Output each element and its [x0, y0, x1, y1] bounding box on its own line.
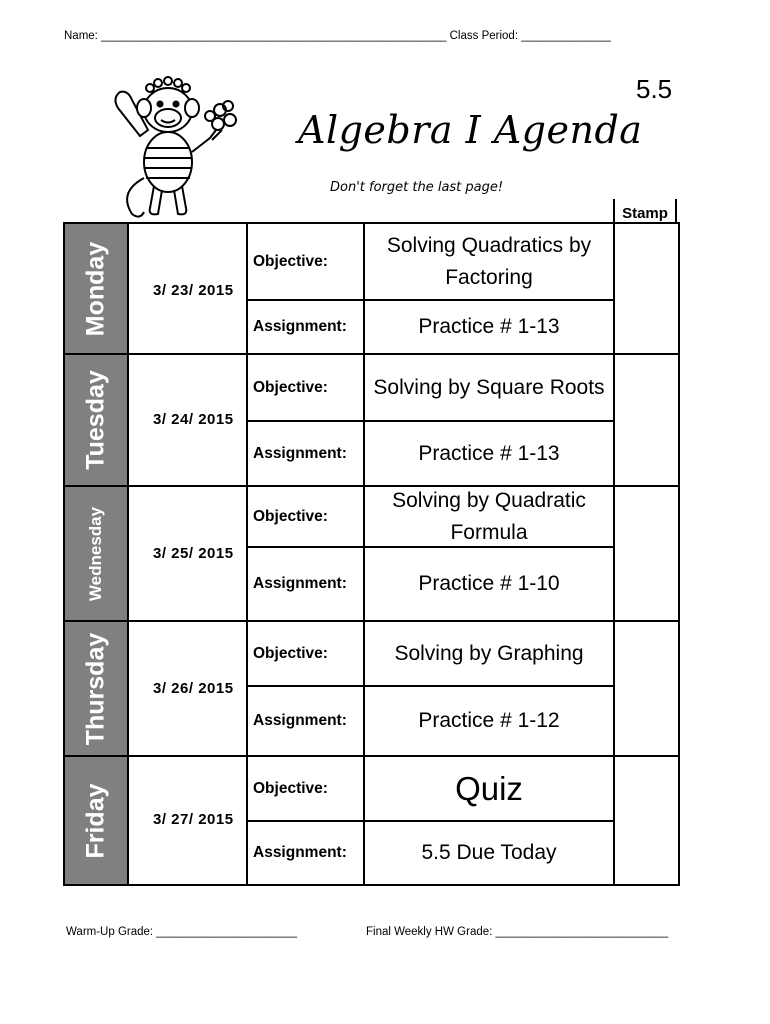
page-title: Algebra I Agenda — [298, 108, 643, 152]
assignment-value: 5.5 Due Today — [365, 822, 615, 884]
name-class-period-line: Name: ______________________________________________________ Class Period: ______________ — [64, 30, 611, 42]
objective-value: Quiz — [365, 757, 615, 821]
assignment-label: Assignment: — [248, 822, 365, 884]
reminder-text: Don't forget the last page! — [330, 180, 504, 195]
day-label: Wednesday — [86, 506, 105, 601]
objective-value: Solving by Square Roots — [365, 355, 615, 421]
objective-label: Objective: — [248, 622, 365, 686]
monkey-with-flowers-icon — [98, 68, 250, 224]
day-label-cell — [65, 757, 129, 884]
day-label-cell — [65, 487, 129, 620]
assignment-value: Practice # 1-12 — [365, 687, 615, 755]
day-label-cell — [65, 622, 129, 755]
day-row-tuesday — [65, 355, 678, 487]
objective-label: Objective: — [248, 757, 365, 821]
assignment-label: Assignment: — [248, 687, 365, 755]
day-row-monday — [65, 224, 678, 355]
day-label: Thursday — [81, 632, 110, 745]
day-label-cell — [65, 224, 129, 353]
assignment-label: Assignment: — [248, 548, 365, 620]
date-value: 3/ 25/ 2015 — [153, 545, 234, 562]
stamp-column-header: Stamp — [613, 199, 677, 223]
day-row-wednesday — [65, 487, 678, 622]
day-label: Tuesday — [81, 370, 110, 470]
day-row-thursday — [65, 622, 678, 757]
day-label: Monday — [81, 241, 110, 336]
agenda-table — [63, 222, 680, 886]
stamp-cell — [615, 487, 678, 620]
objective-value: Solving by Quadratic Formula — [365, 487, 615, 547]
warmup-grade-line: Warm-Up Grade: ______________________ — [66, 926, 298, 938]
day-label: Friday — [81, 782, 110, 859]
stamp-cell — [615, 757, 678, 884]
objective-label: Objective: — [248, 224, 365, 300]
assignment-label: Assignment: — [248, 422, 365, 485]
objective-value: Solving by Graphing — [365, 622, 615, 686]
final-weekly-hw-grade-line: Final Weekly HW Grade: ___________________________ — [366, 926, 669, 938]
objective-label: Objective: — [248, 487, 365, 547]
assignment-value: Practice # 1-13 — [365, 422, 615, 485]
stamp-cell — [615, 355, 678, 485]
section-number: 5.5 — [636, 74, 673, 104]
date-cell — [129, 487, 248, 620]
date-value: 3/ 26/ 2015 — [153, 680, 234, 697]
objective-label: Objective: — [248, 355, 365, 421]
date-value: 3/ 24/ 2015 — [153, 411, 234, 428]
date-cell — [129, 224, 248, 353]
date-value: 3/ 27/ 2015 — [153, 811, 234, 828]
day-row-friday — [65, 757, 678, 884]
stamp-cell — [615, 622, 678, 755]
stamp-cell — [615, 224, 678, 353]
date-cell — [129, 757, 248, 884]
date-value: 3/ 23/ 2015 — [153, 282, 234, 299]
objective-value: Solving Quadratics by Factoring — [365, 224, 615, 300]
assignment-value: Practice # 1-13 — [365, 301, 615, 353]
date-cell — [129, 355, 248, 485]
day-label-cell — [65, 355, 129, 485]
assignment-label: Assignment: — [248, 301, 365, 353]
date-cell — [129, 622, 248, 755]
assignment-value: Practice # 1-10 — [365, 548, 615, 620]
